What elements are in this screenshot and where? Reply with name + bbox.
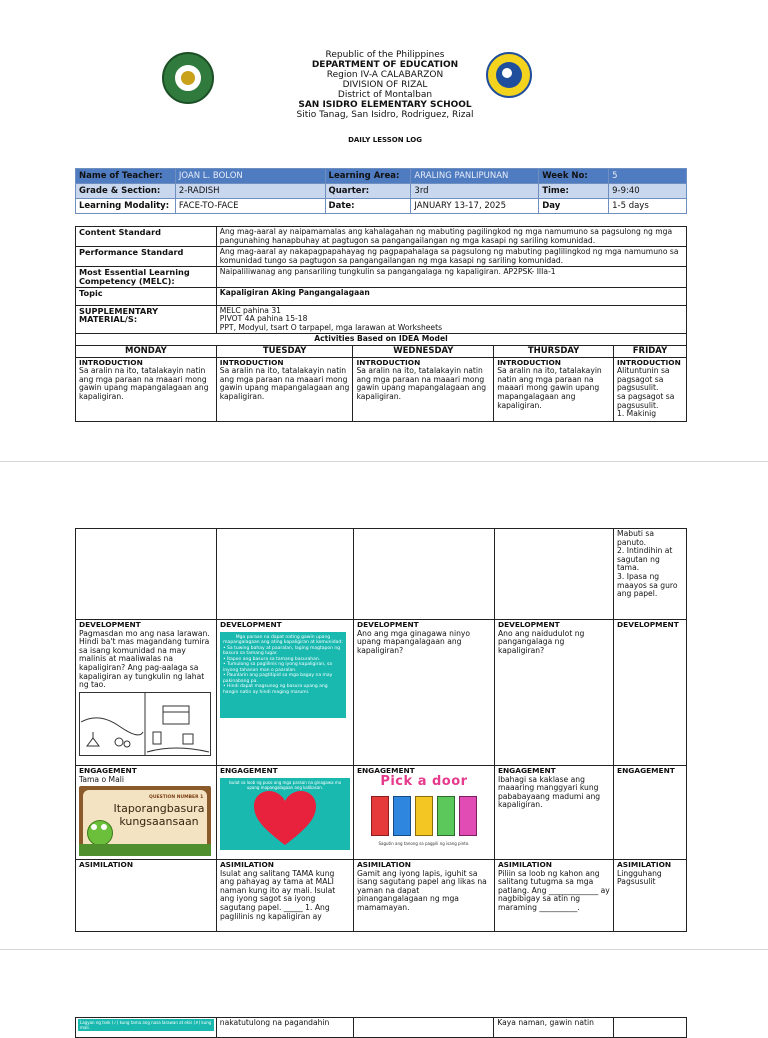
clean-community-illustration (79, 692, 211, 756)
page-3 (0, 950, 768, 1030)
day-label: Day (539, 199, 609, 214)
quiz-question-text: Itaporangbasura kungsaansaan (113, 802, 205, 829)
intro-text: sa pagsagot sa pagsusulit. (616, 391, 675, 410)
supplementary-materials (216, 305, 686, 334)
header-line: Region IV-A CALABARZON (326, 70, 444, 80)
asimilation-friday (614, 860, 687, 932)
section-label: DEVELOPMENT (617, 620, 679, 629)
intro-text: 2. Intindihin at sagutan ng tama. (617, 546, 673, 573)
document-header (240, 50, 530, 120)
intro-text: Mabuti sa panuto. (617, 529, 654, 547)
asimilation-wednesday (353, 860, 494, 932)
slide-text: • Tumulong sa paglilinis ng iyong kapaligiran, sa inyong tahanan man o paaralan. (222, 662, 333, 673)
day-header-monday: MONDAY (76, 345, 217, 357)
engagement-wednesday (353, 766, 494, 860)
asimilation-monday (76, 860, 217, 932)
lesson-table-page2 (75, 528, 687, 932)
intro-friday-continued (614, 529, 687, 620)
header-line: DEPARTMENT OF EDUCATION (311, 60, 459, 70)
section-label: ASIMILATION (79, 860, 134, 869)
topic: Kapaligiran Aking Pangangalagaan (216, 287, 686, 305)
melc: Naipaliliwanag ang pansariling tungkulin sa pangangalaga ng kapaligiran. AP2PSK- IIIa-1 (216, 267, 686, 287)
header-line: Republic of the Philippines (325, 50, 445, 60)
section-label: ENGAGEMENT (617, 766, 675, 775)
cell-wednesday (353, 529, 494, 620)
section-label: INTRODUCTION (79, 357, 143, 367)
slide-text: • Itapon ang basura sa tamang basurahan. (222, 656, 321, 662)
development-text: Ano ang naidudulot ng pangangalaga ng kapaligiran? (497, 628, 585, 655)
area-label: Learning Area: (325, 169, 411, 184)
development-slide (220, 632, 346, 718)
asimilation-text: Kaya naman, gawin natin (497, 1018, 594, 1027)
section-label: DEVELOPMENT (356, 620, 419, 629)
content-standard-label: Content Standard (76, 227, 217, 247)
supplementary-label: SUPPLEMENTARY MATERIAL/S: (76, 305, 217, 334)
door-icon (459, 796, 477, 836)
engagement-thursday (494, 766, 613, 860)
engagement-friday (614, 766, 687, 860)
cell-tuesday (216, 1018, 353, 1038)
intro-text: 3. Ipasa ng maayos sa guro ang papel. (617, 571, 678, 599)
time-value: 9-9:40 (609, 184, 687, 199)
performance-standard: Ang mag-aaral ay nakapagpapahayag ng pagpapahalaga sa pagsulong ng mabuting paglilingkod ng mga namumuno sa komunidad tungo sa pagtugon sa pangangailangan ng mga kasapi ng sariling komunidad. (216, 247, 686, 267)
cell-thursday (494, 529, 613, 620)
asimilation-thursday (494, 860, 613, 932)
area-value: ARALING PANLIPUNAN (411, 169, 539, 184)
section-label: ASIMILATION (219, 860, 274, 869)
section-label: DEVELOPMENT (219, 620, 282, 629)
asimilation-text: Gamit ang iyong lapis, iguhit sa isang sagutang papel ang likas na yaman na dapat pinangangalagaan ng mga mamamayan. (356, 868, 487, 912)
header-line: DIVISION OF RIZAL (342, 80, 428, 90)
day-value: 1-5 days (609, 199, 687, 214)
teacher-info-table (75, 168, 687, 214)
school-name: SAN ISIDRO ELEMENTARY SCHOOL (298, 100, 472, 110)
asimilation-tuesday (216, 860, 353, 932)
supplementary-item: PPT, Modyul, tsart O tarpapel, mga larawan at Worksheets (219, 322, 443, 332)
intro-text: Alituntunin sa pagsagot sa pagsusulit. (616, 366, 670, 393)
section-label: ENGAGEMENT (219, 766, 278, 775)
development-friday (614, 620, 687, 766)
cell-monday (76, 1018, 217, 1038)
heart-slide (220, 778, 350, 850)
section-label: DEVELOPMENT (79, 620, 141, 629)
section-label: ASIMILATION (356, 860, 411, 869)
door-icon (415, 796, 433, 836)
section-label: ENGAGEMENT (356, 766, 415, 775)
development-text: Ano ang mga ginagawa ninyo upang mapangalagaan ang kapaligiran? (356, 628, 471, 655)
asimilation-text: Lingguhang Pagsusulit (617, 868, 662, 887)
pick-a-door-title: Pick a door (380, 773, 468, 789)
pick-a-door-slide (357, 773, 491, 850)
slide-text: Isulat sa loob ng puso ang mga paraan na ginagawa mo upang mapangalagaan ang kalikasan. (228, 779, 342, 790)
lesson-table-page1 (75, 226, 687, 422)
section-label: ENGAGEMENT (79, 766, 137, 775)
time-label: Time: (539, 184, 609, 199)
deped-seal-icon (162, 52, 214, 104)
day-header-friday: FRIDAY (613, 345, 686, 357)
engagement-text: Ibahagi sa kaklase ang maaaring manggyari kung pababayaang madumi ang kapaligiran. (497, 774, 601, 810)
cell-tuesday (216, 529, 353, 620)
slide-text: Mga paraan na dapat nating gawin upang mapangalagaan ang ating kapaligiran at komunidad: (223, 634, 343, 646)
intro-friday (613, 357, 686, 421)
teacher-value: JOAN L. BOLON (175, 169, 325, 184)
grade-value: 2-RADISH (175, 184, 325, 199)
day-header-wednesday: WEDNESDAY (353, 345, 494, 357)
section-label: ASIMILATION (497, 860, 552, 869)
engagement-monday (76, 766, 217, 860)
date-value: JANUARY 13-17, 2025 (411, 199, 539, 214)
content-standard: Ang mag-aaral ay naipamamalas ang kahalagahan ng mabuting pagilingkod ng mga namumuno sa pagsulong ng mga pangunahing hanapbuhay at pagtugon sa pangangailangan ng mga kasapi ng sariling komunidad. (216, 227, 686, 247)
quarter-value: 3rd (411, 184, 539, 199)
day-header-thursday: THURSDAY (494, 345, 614, 357)
asimilation-text: Piliin sa loob ng kahon ang salitang tutugma sa mga patlang. Ang _____________ ay nagbibigay sa atin ng maraming __________. (497, 868, 610, 912)
development-tuesday (216, 620, 353, 766)
cell-friday (614, 1018, 687, 1038)
date-label: Date: (325, 199, 411, 214)
header-line: District of Montalban (337, 90, 433, 100)
section-label: ASIMILATION (617, 860, 672, 869)
section-label: INTRODUCTION (219, 357, 284, 367)
grade-label: Grade & Section: (76, 184, 176, 199)
intro-text: Sa aralin na ito, tatalakayin natin ang mga paraan na maaari mong gawin upang mapangalagaan ang kapaligiran. (497, 366, 602, 410)
modality-label: Learning Modality: (76, 199, 176, 214)
document-title: DAILY LESSON LOG (348, 136, 422, 144)
melc-label: Most Essential Learning Competency (MELC): (76, 267, 217, 287)
activities-title: Activities Based on IDEA Model (76, 334, 687, 346)
section-label: INTRODUCTION (616, 357, 681, 367)
day-header-tuesday: TUESDAY (216, 345, 353, 357)
modality-value: FACE-TO-FACE (175, 199, 325, 214)
slide-text: • Sa tuwing bahay at paaralan, laging magtapon ng basura sa tamang lugar. (222, 645, 341, 657)
supplementary-item: MELC pahina 31 (219, 305, 282, 315)
pick-a-door-caption: Sagutin ang tanong sa pagpili ng isang pinto. (378, 840, 470, 846)
quiz-question-number: QUESTION NUMBER 1 (149, 795, 204, 801)
supplementary-item: PIVOT 4A pahina 15-18 (219, 314, 308, 324)
intro-monday (76, 357, 217, 421)
section-label: DEVELOPMENT (497, 620, 560, 629)
cell-wednesday (353, 1018, 494, 1038)
development-wednesday (353, 620, 494, 766)
intro-text: Sa aralin na ito, tatalakayin natin ang mga paraan na maaari mong gawin upang mapangalagaan ang kapaligiran. (219, 366, 350, 401)
development-text: Pagmasdan mo ang nasa larawan. Hindi ba't mas magandang tumira sa isang komunidad na may malinis at maaliwalas na kapaligiran? Ang pag-aalaga sa kapaligiran ay tungkulin ng lahat ng tao. (79, 628, 210, 690)
engagement-tuesday (216, 766, 353, 860)
slide-text: • Paunlarin ang pagtitipid sa mga bagay na may pakinabang pa. (222, 673, 333, 684)
heart-icon (254, 791, 316, 847)
section-label: INTRODUCTION (356, 357, 421, 367)
intro-tuesday (216, 357, 353, 421)
checklist-slide: Lagyan ng tsek (✓) kung tama ang nasa larawan at ekis (✗) kung mali. (78, 1019, 214, 1031)
intro-text: Sa aralin na ito, tatalakayin natin ang mga paraan na maaari mong gawin upang mapangalagaan ang kapaligiran. (356, 366, 487, 401)
development-monday (76, 620, 217, 766)
cell-thursday (494, 1018, 614, 1038)
teacher-label: Name of Teacher: (76, 169, 176, 184)
cell-monday (76, 529, 217, 620)
development-thursday (494, 620, 613, 766)
intro-wednesday (353, 357, 494, 421)
page-1 (0, 0, 768, 460)
performance-standard-label: Performance Standard (76, 247, 217, 267)
intro-thursday (494, 357, 614, 421)
intro-text: Sa aralin na ito, tatalakayin natin ang mga paraan na maaari mong gawin upang mapangalagaan ang kapaligiran. (79, 366, 209, 401)
quarter-label: Quarter: (325, 184, 411, 199)
school-address: Sitio Tanag, San Isidro, Rodriguez, Rizal (296, 110, 474, 120)
door-icon (393, 796, 411, 836)
week-label: Week No: (539, 169, 609, 184)
asimilation-text: Isulat ang salitang TAMA kung ang pahayag ay tama at MALI naman kung ito ay mali. Isulat ang iyong sagot sa iyong sagutang papel. _____ 1. Ang paglilinis ng kapaligiran ay (219, 868, 336, 921)
page-2 (0, 462, 768, 949)
engagement-text: Tama o Mali (79, 774, 124, 784)
quiz-slide (79, 786, 211, 856)
section-label: ENGAGEMENT (497, 766, 556, 775)
topic-label: Topic (76, 287, 217, 305)
door-icon (371, 796, 389, 836)
lesson-table-page3 (75, 1017, 687, 1038)
intro-text: 1. Makinig (616, 409, 657, 419)
asimilation-text: nakatutulong na pagandahin (219, 1018, 330, 1027)
section-label: INTRODUCTION (497, 357, 561, 367)
slide-text: • Hindi dapat magsunog ng basura upang ang hangin natin ay hindi maging marumi. (222, 684, 328, 695)
door-icon (437, 796, 455, 836)
week-value: 5 (609, 169, 687, 184)
